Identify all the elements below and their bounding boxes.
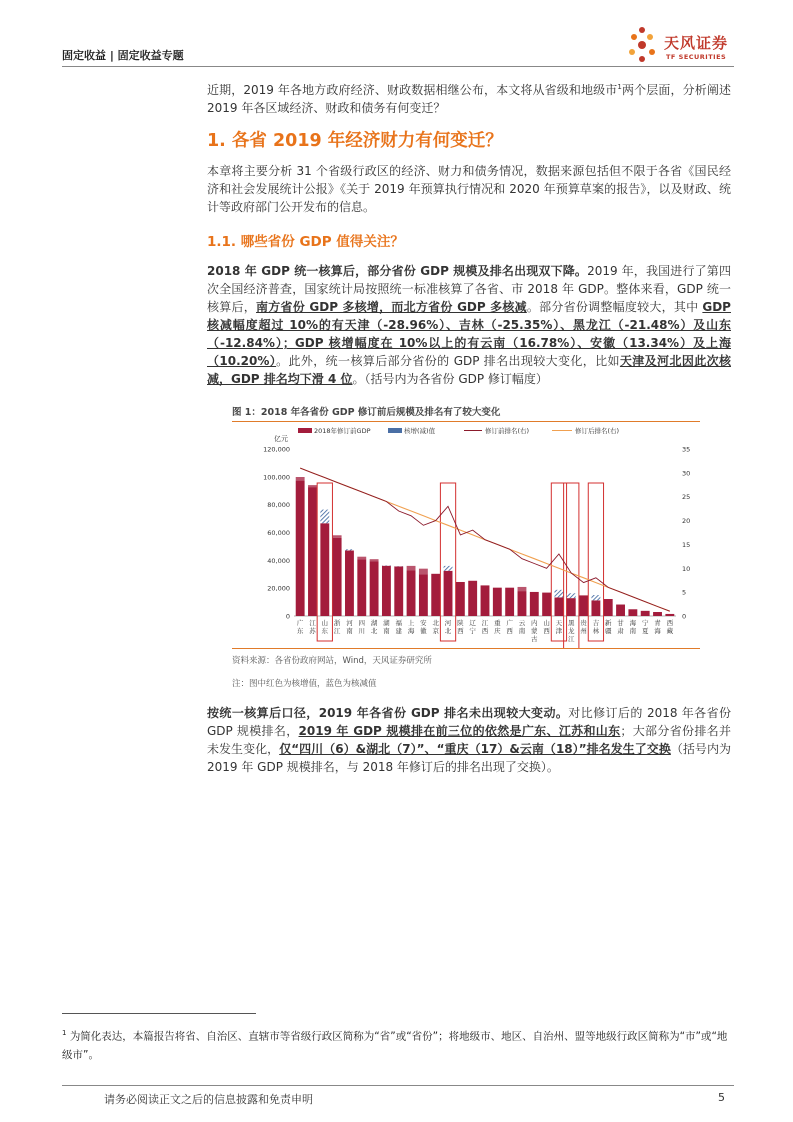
y-tick-left: 60,000 — [267, 529, 290, 537]
y-tick-right: 35 — [682, 445, 691, 454]
y-tick-left: 0 — [285, 612, 290, 621]
bar-山西 — [542, 593, 551, 616]
bar-山东 — [320, 523, 329, 616]
figure-source: 资料来源：各省份政府网站，Wind，天风证券研究所 — [232, 656, 432, 666]
y-tick-right: 0 — [682, 612, 687, 621]
bar-广东 — [296, 481, 305, 616]
bar-天津 — [554, 597, 563, 616]
after-figure-paragraph: 按统一核算后口径，2019 年各省份 GDP 排名未出现较大变动。对比修订后的 2018 年各省份 GDP 规模排名，2019 年 GDP 规模排在前三位的依然是广东、江苏和山东；大部分省份排名并未发生变化，仅“四川（6）&湖北（7）”、“重庆（17）&云南（18）”排名发生了交换（括号内为 2019 年 GDP 规模排名，与 2018 年修订后的排名出现了交换）。 — [207, 706, 731, 774]
bar-辽宁 — [468, 581, 477, 616]
y-tick-right: 20 — [682, 517, 691, 526]
bar-北京 — [431, 574, 440, 616]
y-axis-unit: 亿元 — [274, 435, 288, 443]
section-1-1-heading: 1.1. 哪些省份 GDP 值得关注？ — [207, 234, 404, 250]
x-tick-江西: 西 — [481, 627, 489, 635]
x-tick-辽宁: 宁 — [469, 627, 476, 635]
legend-label-rank-after: 修订后排名(右) — [575, 427, 620, 435]
legend-swatch-gdp — [298, 428, 312, 433]
bar-上海 — [407, 571, 416, 616]
x-tick-内蒙古: 内 — [531, 619, 538, 627]
bar-delta-天津 — [554, 590, 563, 598]
x-tick-陕西: 西 — [457, 627, 464, 635]
x-tick-北京: 北 — [432, 619, 439, 627]
bar-delta-四川 — [357, 557, 366, 560]
legend-label-gdp: 2018年修订前GDP — [314, 427, 371, 435]
bar-delta-江苏 — [308, 485, 317, 487]
bar-delta-广东 — [296, 477, 305, 481]
x-tick-内蒙古: 蒙 — [531, 627, 538, 635]
x-tick-广东: 东 — [296, 627, 304, 635]
bar-delta-云南 — [518, 587, 527, 591]
bar-delta-河南 — [345, 549, 354, 550]
bar-青海 — [653, 612, 662, 616]
bar-陕西 — [456, 582, 465, 616]
y-tick-left: 40,000 — [267, 556, 290, 565]
bar-福建 — [394, 566, 403, 616]
x-tick-西藏: 藏 — [666, 627, 674, 635]
x-tick-河南: 河 — [346, 619, 353, 627]
bar-广西 — [505, 588, 514, 616]
bar-贵州 — [579, 595, 588, 616]
x-tick-上海: 上 — [407, 619, 415, 627]
key-sentence: 2018 年 GDP 统一核算后，部分省份 GDP 规模及排名出现双下降。 — [207, 264, 588, 278]
bar-河南 — [345, 551, 354, 616]
x-tick-北京: 京 — [432, 627, 439, 635]
legend-label-rank-before: 修订前排名(右) — [485, 427, 530, 435]
highlight-box-吉林 — [588, 483, 603, 641]
bar-delta-上海 — [407, 566, 416, 571]
x-tick-福建: 建 — [395, 627, 402, 635]
bar-delta-黑龙江 — [567, 593, 576, 598]
x-tick-浙江: 浙 — [333, 619, 341, 627]
y-tick-right: 30 — [682, 469, 691, 478]
gdp-chart — [232, 422, 700, 648]
footnote — [62, 1024, 734, 1064]
x-tick-福建: 福 — [395, 619, 402, 627]
footer-disclaimer[interactable]: 请务必阅读正文之后的信息披露和免责申明 — [104, 1093, 313, 1106]
bar-delta-安徽 — [419, 569, 428, 575]
x-tick-四川: 川 — [358, 627, 366, 635]
footnote-number: 1 — [62, 1029, 67, 1037]
bar-甘肃 — [616, 605, 625, 616]
x-tick-天津: 天 — [555, 619, 563, 627]
section-1-heading: 1. 各省 2019 年经济财力有何变迁？ — [207, 131, 503, 151]
y-tick-left: 120,000 — [263, 445, 290, 454]
x-tick-吉林: 吉 — [592, 619, 600, 627]
bar-江苏 — [308, 487, 317, 616]
x-tick-吉林: 林 — [592, 627, 600, 635]
x-tick-云南: 南 — [518, 627, 526, 635]
footer-divider — [62, 1085, 734, 1086]
bar-宁夏 — [641, 611, 650, 616]
x-tick-青海: 青 — [654, 619, 661, 627]
x-tick-湖北: 北 — [370, 627, 378, 635]
y-tick-left: 80,000 — [267, 501, 290, 510]
footnote-ref[interactable]: 1 — [617, 83, 622, 91]
x-tick-内蒙古: 古 — [531, 635, 538, 643]
x-tick-云南: 云 — [518, 619, 526, 627]
x-tick-贵州: 贵 — [580, 619, 587, 627]
x-tick-上海: 海 — [407, 627, 415, 635]
highlight-swap: 仅“四川（6）&湖北（7）”、“重庆（17）&云南（18）”排名发生了交换 — [279, 742, 671, 756]
y-tick-left: 20,000 — [267, 584, 290, 593]
x-tick-重庆: 重 — [494, 619, 501, 627]
bar-delta-吉林 — [591, 595, 600, 600]
bar-湖南 — [382, 566, 391, 616]
key-sentence-2: 按统一核算后口径，2019 年各省份 GDP 排名未出现较大变动。 — [207, 706, 569, 720]
x-tick-河北: 北 — [444, 627, 452, 635]
bar-湖北 — [370, 561, 379, 616]
x-tick-新疆: 新 — [604, 619, 612, 627]
x-tick-山西: 山 — [543, 619, 550, 627]
figure-title: 图 1：2018 年各省份 GDP 修订前后规模及排名有了较大变化 — [232, 407, 501, 418]
header-left: 固定收益 | 固定收益专题 — [62, 49, 184, 62]
x-tick-天津: 津 — [555, 627, 563, 635]
x-tick-湖南: 湖 — [383, 619, 390, 627]
x-tick-江苏: 苏 — [309, 627, 316, 635]
figure-note: 注：图中红色为核增值，蓝色为核减值 — [232, 679, 377, 689]
x-tick-浙江: 江 — [333, 627, 341, 635]
x-tick-辽宁: 辽 — [469, 619, 476, 627]
x-tick-山东: 山 — [321, 619, 329, 627]
highlight-adjustment: GDP 核减幅度超过 10%的有天津（-28.96%）、吉林（-25.35%）、黑龙江（-21.48%）及山东（-12.84%）；GDP 核增幅度在 10%以上的有云南（16.78%）、安徽（13.34%）及上海（10.20%） — [207, 300, 731, 368]
bar-河北 — [444, 571, 453, 616]
x-tick-黑龙江: 黑 — [568, 619, 575, 627]
logo-name-cn: 天风证券 — [664, 34, 729, 52]
highlight-rank-drop: 天津及河北因此次核减，GDP 排名均下滑 4 位 — [207, 354, 731, 386]
x-tick-湖北: 湖 — [370, 619, 378, 627]
y-tick-right: 5 — [682, 588, 687, 597]
x-tick-安徽: 安 — [420, 619, 427, 627]
bar-安徽 — [419, 574, 428, 616]
x-tick-宁夏: 夏 — [641, 627, 649, 635]
x-tick-江苏: 江 — [309, 619, 316, 627]
x-tick-江西: 江 — [481, 619, 489, 627]
x-tick-海南: 南 — [629, 627, 637, 635]
bar-浙江 — [333, 538, 342, 616]
x-tick-宁夏: 宁 — [641, 619, 649, 627]
logo-mark-icon — [624, 24, 660, 64]
intro-paragraph: 近期，2019 年各地方政府经济、财政数据相继公布，本文将从省级和地级市$^1$两个层面，分析阐述 2019 年各区域经济、财政和债务有何变迁？ — [207, 83, 731, 115]
x-tick-甘肃: 甘 — [617, 619, 624, 627]
x-tick-广西: 广 — [506, 619, 513, 627]
y-tick-right: 10 — [682, 564, 691, 573]
header-divider — [62, 66, 734, 67]
bar-黑龙江 — [567, 598, 576, 616]
y-tick-left: 100,000 — [263, 473, 290, 482]
x-tick-新疆: 疆 — [604, 627, 612, 635]
footnote-text: 为简化表达，本篇报告将省、自治区、直辖市等省级行政区简称为“省”或“省份”；将地级市、地区、自治州、盟等地级行政区简称为“市”或“地级市”。 — [62, 1030, 728, 1061]
x-tick-甘肃: 肃 — [617, 627, 624, 635]
x-tick-贵州: 州 — [580, 627, 587, 635]
bar-delta-河北 — [444, 566, 453, 571]
figure-bottom-rule — [232, 648, 700, 649]
x-tick-四川: 四 — [358, 619, 366, 627]
x-tick-山东: 东 — [321, 627, 329, 635]
highlight-top3: 2019 年 GDP 规模排在前三位的依然是广东、江苏和山东 — [298, 724, 621, 738]
bar-delta-浙江 — [333, 535, 342, 538]
x-tick-青海: 海 — [654, 627, 661, 635]
x-tick-海南: 海 — [629, 619, 637, 627]
highlight-south-north: 南方省份 GDP 多核增，而北方省份 GDP 多核减 — [256, 300, 527, 314]
legend-label-delta: 核增(减)值 — [404, 427, 436, 435]
footnote-divider — [62, 1013, 256, 1014]
bar-内蒙古 — [530, 592, 539, 616]
legend-swatch-delta — [388, 428, 402, 433]
x-tick-广东: 广 — [296, 619, 304, 627]
bar-西藏 — [665, 614, 674, 616]
x-tick-河北: 河 — [444, 619, 452, 627]
x-tick-西藏: 西 — [666, 619, 674, 627]
y-tick-right: 15 — [682, 540, 691, 549]
x-tick-湖南: 南 — [383, 627, 390, 635]
x-tick-山西: 西 — [543, 627, 550, 635]
x-tick-重庆: 庆 — [494, 627, 501, 635]
bar-delta-山东 — [320, 510, 329, 524]
x-tick-黑龙江: 龙 — [568, 627, 575, 635]
x-tick-广西: 西 — [506, 627, 513, 635]
company-logo — [624, 24, 734, 68]
x-tick-安徽: 徽 — [420, 627, 427, 635]
bar-吉林 — [591, 600, 600, 616]
bar-delta-湖北 — [370, 559, 379, 561]
logo-name-en: TF SECURITIES — [666, 53, 727, 61]
bar-新疆 — [604, 599, 613, 616]
bar-四川 — [357, 559, 366, 616]
bar-江西 — [481, 585, 490, 616]
bar-云南 — [518, 591, 527, 616]
y-tick-right: 25 — [682, 493, 691, 502]
x-tick-黑龙江: 江 — [568, 635, 575, 643]
section-1-paragraph: 本章将主要分析 31 个省级行政区的经济、财力和债务情况，数据来源包括但不限于各省《国民经济和社会发展统计公报》《关于 2019 年预算执行情况和 2020 年预算草案的报告》，以及财政、统计等政府部门公开发布的信息。 — [207, 164, 731, 214]
section-1-1-paragraph: 2018 年 GDP 统一核算后，部分省份 GDP 规模及排名出现双下降。2019 年，我国进行了第四次全国经济普查，国家统计局按照统一标准核算了各省、市 2018 年 GDP。整体来看，GDP 统一核算后，南方省份 GDP 多核增，而北方省份 GDP 多核减。部分省份调整幅度较大，其中 GDP 核减幅度超过 10%的有天津（-28.96%）、吉林（-25.35%）、黑龙江（-21.48%）及山东（-12.84%）；GDP 核增幅度在 10%以上的有云南（16.78%）、安徽（13.34%）及上海（10.20%）。此外，统一核算后部分省份的 GDP 排名出现较大变化，比如天津及河北因此次核减，GDP 排名均下滑 4 位。（括号内为各省份 GDP 修订幅度） — [207, 264, 731, 386]
x-tick-河南: 南 — [346, 627, 353, 635]
bar-重庆 — [493, 588, 502, 616]
page-number: 5 — [718, 1091, 725, 1104]
x-tick-陕西: 陕 — [457, 619, 464, 627]
bar-海南 — [628, 609, 637, 616]
